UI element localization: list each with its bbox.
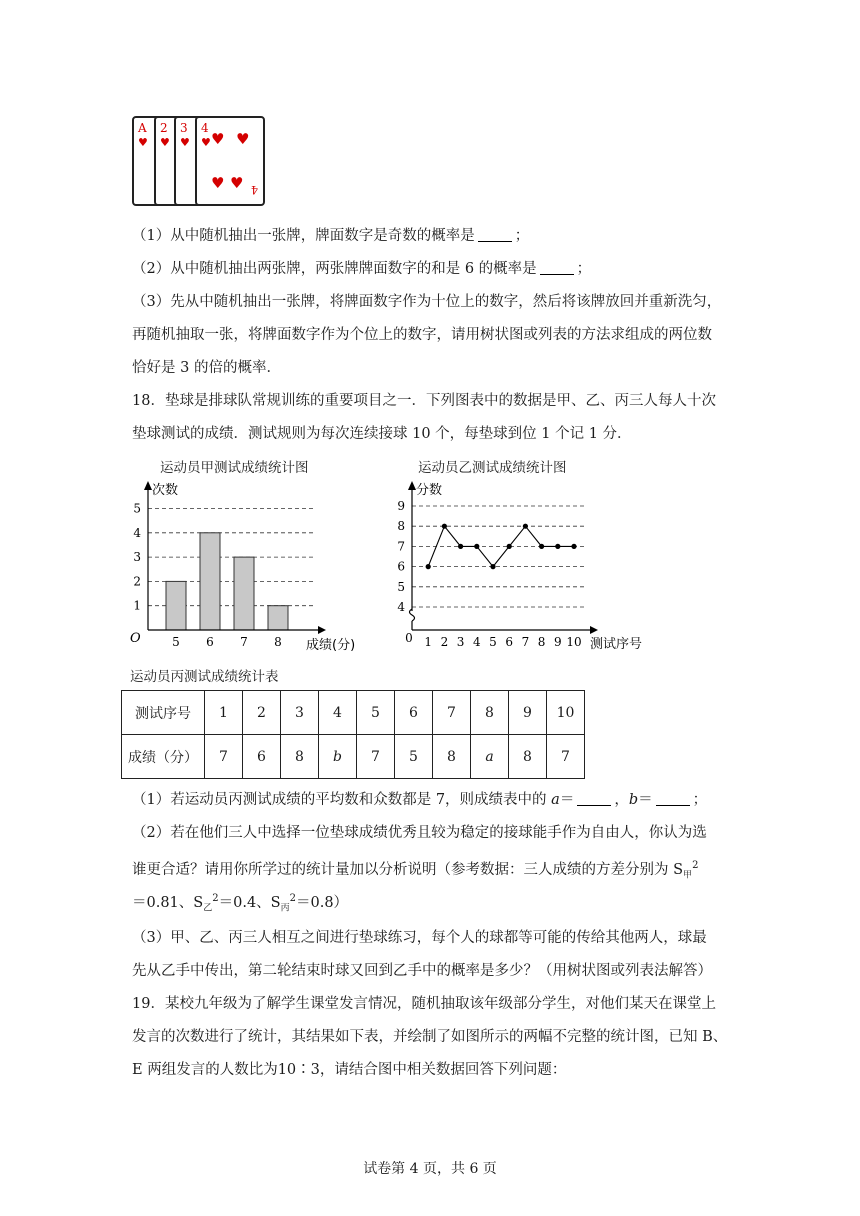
table-cell: 6 (243, 735, 281, 779)
y-tick-label: 8 (397, 519, 405, 534)
table-cell: 7 (205, 735, 243, 779)
x-tick-label: 5 (489, 635, 497, 649)
table-cell: 5 (395, 735, 433, 779)
y-tick-label: 5 (133, 501, 141, 516)
x-tick-label: 9 (553, 635, 562, 649)
table-cell: 1 (205, 691, 243, 735)
heart-icon: ♥ (211, 174, 225, 192)
table-cell: 3 (281, 691, 319, 735)
table-cell: 8 (281, 735, 319, 779)
table-cell: 10 (547, 691, 585, 735)
heart-icon: ♥ (201, 136, 211, 149)
table-cell: a (471, 735, 509, 779)
y-axis-arrow (144, 481, 152, 490)
data-point (490, 564, 495, 569)
y-tick-label: 4 (397, 600, 405, 614)
chart-athlete-jia (128, 478, 368, 654)
q18-part2-line2: 谁更合适？请用你所学过的统计量加以分析说明（参考数据：三人成绩的方差分别为 $S_甲^2$ (132, 860, 699, 881)
y-tick-label: 5 (397, 579, 405, 594)
answer-blank[interactable] (540, 260, 574, 275)
table-title: 运动员丙测试成绩统计表 (130, 669, 279, 685)
bar (268, 606, 288, 630)
q17-part2: （2）从中随机抽出两张牌，两张牌牌面数字的和是 6 的概率是 ； (132, 261, 592, 277)
card-rank: 3 (180, 121, 188, 135)
q18-part2-line3: ＝0.81、$S_乙^2=0.4$、$S_丙^2=0.8$） (132, 893, 349, 914)
q17-part1: （1）从中随机抽出一张牌，牌面数字是奇数的概率是 ； (132, 228, 530, 244)
card-rank: A (138, 121, 147, 135)
athlete-bing-table (121, 690, 585, 779)
q18-stem-line2: 垫球测试的成绩．测试规则为每次连续接球 10 个，每垫球到位 1 个记 1 分． (132, 426, 632, 442)
q18-part3-line2: 先从乙手中传出，第二轮结束时球又回到乙手中的概率是多少？（用树状图或列表法解答） (132, 963, 712, 979)
y-tick-label: 2 (133, 574, 141, 589)
bar (234, 557, 254, 630)
table-cell: 2 (243, 691, 281, 735)
q19-stem-line3: E 两组发言的人数比为10∶3，请结合图中相关数据回答下列问题： (132, 1062, 567, 1078)
data-point (426, 564, 431, 569)
heart-icon: ♥ (138, 136, 148, 149)
data-point (539, 544, 544, 549)
table-row (122, 735, 585, 779)
data-point (571, 544, 576, 549)
row-header: 测试序号 (122, 691, 205, 735)
data-point (458, 544, 463, 549)
table-cell: 9 (509, 691, 547, 735)
origin-label: O (130, 631, 141, 646)
x-tick-label: 7 (240, 635, 248, 649)
table-cell: 6 (395, 691, 433, 735)
answer-blank-a[interactable] (577, 791, 611, 806)
table-cell: 7 (357, 735, 395, 779)
x-tick-label: 8 (274, 635, 282, 649)
q18-part1: （1）若运动员丙测试成绩的平均数和众数都是 7，则成绩表中的 a＝ ，b＝ ； (132, 792, 708, 808)
data-point (507, 544, 512, 549)
data-point (523, 524, 528, 529)
data-point (442, 524, 447, 529)
heart-icon: ♥ (180, 136, 190, 149)
x-tick-label: 5 (172, 635, 180, 649)
answer-blank[interactable] (478, 227, 512, 242)
table-row (122, 691, 585, 735)
chart2-title: 运动员乙测试成绩统计图 (418, 460, 567, 476)
q17-part3-line1: （3）先从中随机抽出一张牌，将牌面数字作为十位上的数字，然后将该牌放回并重新洗匀， (132, 294, 722, 310)
card-rank: 4 (201, 121, 209, 135)
row-header: 成绩（分） (122, 735, 205, 779)
heart-icon: ♥ (236, 130, 250, 148)
y-tick-label: 1 (133, 598, 141, 613)
y-tick-label: 3 (133, 550, 141, 565)
heart-icon: ♥ (160, 136, 170, 149)
chart1-title: 运动员甲测试成绩统计图 (160, 460, 309, 476)
q18-part2-line1: （2）若在他们三人中选择一位垫球成绩优秀且较为稳定的接球能手作为自由人，你认为选 (132, 825, 707, 841)
x-axis-arrow (590, 626, 598, 634)
y-axis-label: 次数 (152, 483, 179, 498)
q17-part3-line2: 再随机抽取一张，将牌面数字作为个位上的数字，请用树状图或列表的方法求组成的两位数 (132, 327, 712, 343)
q19-stem-line2: 发言的次数进行了统计，其结果如下表，并绘制了如图所示的两幅不完整的统计图，已知 B、 (132, 1029, 728, 1045)
x-tick-label: 8 (537, 635, 546, 649)
x-axis-label: 成绩(分) (306, 638, 356, 653)
x-tick-label: 10 (566, 635, 582, 649)
heart-icon: ♥ (230, 174, 244, 192)
table-cell: b (319, 735, 357, 779)
x-axis-label: 测试序号 (590, 637, 643, 652)
x-tick-label: 6 (505, 635, 514, 649)
table-cell: 7 (433, 691, 471, 735)
chart-athlete-yi (396, 478, 656, 654)
playing-card (196, 117, 264, 205)
page-footer: 试卷第 4 页，共 6 页 (363, 1161, 497, 1177)
y-tick-label: 7 (397, 539, 405, 554)
x-tick-label: 2 (440, 635, 449, 649)
y-axis-label: 分数 (416, 483, 443, 498)
table-cell: 4 (319, 691, 357, 735)
axis-break-gap (407, 611, 417, 621)
q19-stem-line1: 19．某校九年级为了解学生课堂发言情况，随机抽取该年级部分学生，对他们某天在课堂上 (132, 996, 716, 1012)
y-tick-label: 9 (397, 499, 405, 513)
data-point (555, 544, 560, 549)
x-tick-label: 6 (206, 635, 214, 649)
table-cell: 5 (357, 691, 395, 735)
answer-blank-b[interactable] (656, 791, 690, 806)
y-tick-label: 6 (397, 559, 405, 574)
card-rank: 4 (251, 183, 258, 196)
q18-stem-line1: 18．垫球是排球队常规训练的重要项目之一．下列图表中的数据是甲、乙、丙三人每人十次 (132, 393, 716, 409)
card-rank: 2 (160, 121, 168, 135)
x-tick-label: 1 (424, 635, 433, 649)
x-tick-label: 3 (456, 635, 465, 649)
table-cell: 8 (471, 691, 509, 735)
y-axis-arrow (408, 481, 416, 490)
table-cell: 8 (433, 735, 471, 779)
x-tick-label: 4 (472, 635, 481, 649)
x-tick-label: 7 (521, 635, 530, 649)
heart-icon: ♥ (211, 130, 225, 148)
y-tick-label: 4 (133, 525, 141, 540)
table-cell: 7 (547, 735, 585, 779)
x-axis-arrow (318, 626, 326, 634)
bar (166, 581, 186, 630)
table-cell: 8 (509, 735, 547, 779)
bar (200, 533, 220, 630)
origin-label: 0 (405, 631, 413, 645)
data-point (474, 544, 479, 549)
q18-part3-line1: （3）甲、乙、丙三人相互之间进行垫球练习，每个人的球都等可能的传给其他两人，球最 (132, 930, 707, 946)
playing-cards (132, 116, 272, 208)
q17-part3-line3: 恰好是 3 的倍的概率． (132, 360, 281, 376)
